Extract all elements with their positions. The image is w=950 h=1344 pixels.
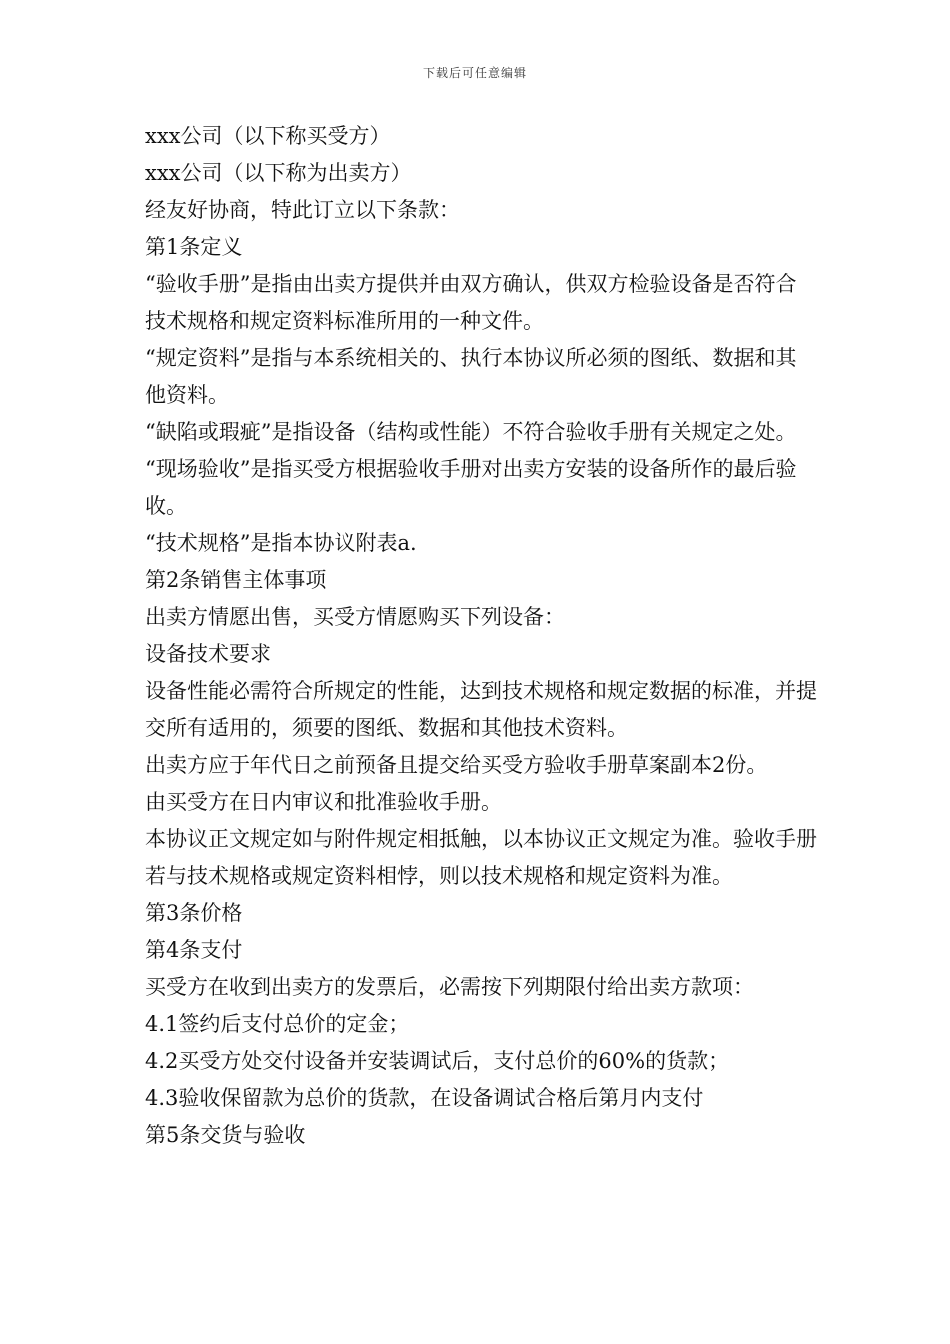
definition-defects: “缺陷或瑕疵”是指设备（结构或性能）不符合验收手册有关规定之处。 <box>145 420 797 444</box>
article-5-heading: 第5条交货与验收 <box>145 1123 306 1147</box>
definition-specified-materials: “规定资料”是指与本系统相关的、执行本协议所必须的图纸、数据和其他资料。 <box>145 346 797 407</box>
sale-statement: 出卖方情愿出售，买受方情愿购买下列设备： <box>145 605 565 629</box>
preamble: 经友好协商，特此订立以下条款： <box>145 198 460 222</box>
equipment-requirements-heading: 设备技术要求 <box>145 642 271 666</box>
definition-acceptance-manual: “验收手册”是指由出卖方提供并由双方确认，供双方检验设备是否符合技术规格和规定资料标准所用的一种文件。 <box>145 272 797 333</box>
payment-4-1: 4.1签约后支付总价的定金； <box>145 1012 410 1036</box>
manual-approval: 由买受方在日内审议和批准验收手册。 <box>145 790 502 814</box>
definition-technical-spec: “技术规格”是指本协议附表a. <box>145 531 417 555</box>
manual-draft-submission: 出卖方应于年代日之前预备且提交给买受方验收手册草案副本2份。 <box>145 753 768 777</box>
payment-intro: 买受方在收到出卖方的发票后，必需按下列期限付给出卖方款项： <box>145 975 754 999</box>
article-4-heading: 第4条支付 <box>145 938 243 962</box>
definition-site-acceptance: “现场验收”是指买受方根据验收手册对出卖方安装的设备所作的最后验收。 <box>145 457 797 518</box>
document-body <box>145 118 817 1154</box>
payment-4-3: 4.3验收保留款为总价的货款，在设备调试合格后第月内支付 <box>145 1086 704 1110</box>
party-buyer: xxx公司（以下称买受方） <box>145 124 391 148</box>
precedence-clause: 本协议正文规定如与附件规定相抵触，以本协议正文规定为准。验收手册若与技术规格或规定资料相悖，则以技术规格和规定资料为准。 <box>145 827 817 888</box>
party-seller: xxx公司（以下称为出卖方） <box>145 161 412 185</box>
page-header-note: 下载后可任意编辑 <box>422 66 527 80</box>
equipment-performance: 设备性能必需符合所规定的性能，达到技术规格和规定数据的标准，并提交所有适用的，须要的图纸、数据和其他技术资料。 <box>145 679 817 740</box>
article-2-heading: 第2条销售主体事项 <box>145 568 327 592</box>
article-3-heading: 第3条价格 <box>145 901 243 925</box>
payment-4-2: 4.2买受方处交付设备并安装调试后，支付总价的60%的货款； <box>145 1049 730 1073</box>
article-1-heading: 第1条定义 <box>145 235 243 259</box>
